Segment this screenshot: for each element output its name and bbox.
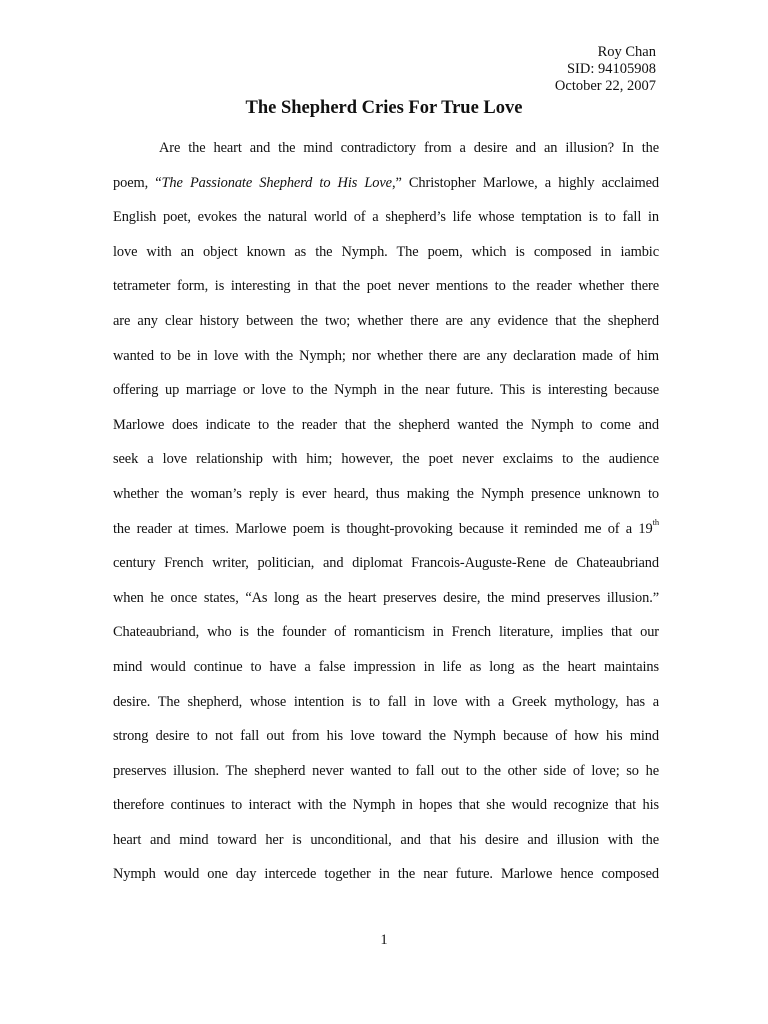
body-line-segment: poem, “ — [113, 174, 162, 191]
body-line: love with an object known as the Nymph. The poem, which is composed in iambic — [113, 243, 659, 260]
body-line: strong desire to not fall out from his love toward the Nymph because of how his mind — [113, 728, 659, 745]
body-line: preserves illusion. The shepherd never wanted to fall out to the other side of love; so he — [113, 762, 659, 779]
body-line: seek a love relationship with him; however, the poet never exclaims to the audience — [113, 451, 659, 468]
page-number: 1 — [380, 932, 388, 948]
body-line: Chateaubriand, who is the founder of romanticism in French literature, implies that our — [113, 624, 659, 641]
document-date: October 22, 2007 — [554, 78, 656, 94]
body-line: century French writer, politician, and diplomat Francois-Auguste-Rene de Chateaubriand — [113, 555, 659, 572]
document-header — [356, 44, 656, 95]
body-line — [113, 166, 659, 201]
poem-title: The Passionate Shepherd to His Love — [161, 174, 392, 191]
essay-body — [113, 131, 659, 892]
body-line: mind would continue to have a false impression in life as long as the heart maintains — [113, 658, 659, 675]
body-line: desire. The shepherd, whose intention is to fall in love with a Greek mythology, has a — [113, 693, 659, 710]
author-name: Roy Chan — [597, 44, 656, 60]
body-line-segment: ,” Christopher Marlowe, a highly acclaimed — [391, 174, 659, 191]
body-line-segment: the reader at times. Marlowe poem is thought-provoking because it reminded me of a 19 — [113, 520, 653, 537]
ordinal-superscript: th — [652, 516, 659, 527]
body-line: Are the heart and the mind contradictory from a desire and an illusion? In the — [159, 140, 659, 156]
body-line: wanted to be in love with the Nymph; nor whether there are any declaration made of him — [113, 347, 659, 364]
body-line: when he once states, “As long as the heart preserves desire, the mind preserves illusion.” — [113, 589, 659, 606]
body-line: whether the woman’s reply is ever heard, thus making the Nymph presence unknown to — [113, 485, 659, 502]
body-line: Marlowe does indicate to the reader that the shepherd wanted the Nymph to come and — [113, 416, 659, 433]
body-line: therefore continues to interact with the Nymph in hopes that she would recognize that his — [113, 797, 659, 814]
body-line: heart and mind toward her is unconditional, and that his desire and illusion with the — [113, 831, 659, 848]
body-line: offering up marriage or love to the Nymph in the near future. This is interesting because — [113, 382, 659, 399]
body-line: Nymph would one day intercede together in the near future. Marlowe hence composed — [113, 866, 659, 883]
body-line: English poet, evokes the natural world of a shepherd’s life whose temptation is to fall in — [113, 209, 659, 226]
body-line: are any clear history between the two; whether there are any evidence that the shepherd — [113, 312, 659, 329]
body-line: tetrameter form, is interesting in that the poet never mentions to the reader whether there — [113, 278, 659, 295]
body-line — [113, 512, 659, 547]
student-id: SID: 94105908 — [566, 61, 656, 77]
essay-title: The Shepherd Cries For True Love — [245, 98, 523, 118]
